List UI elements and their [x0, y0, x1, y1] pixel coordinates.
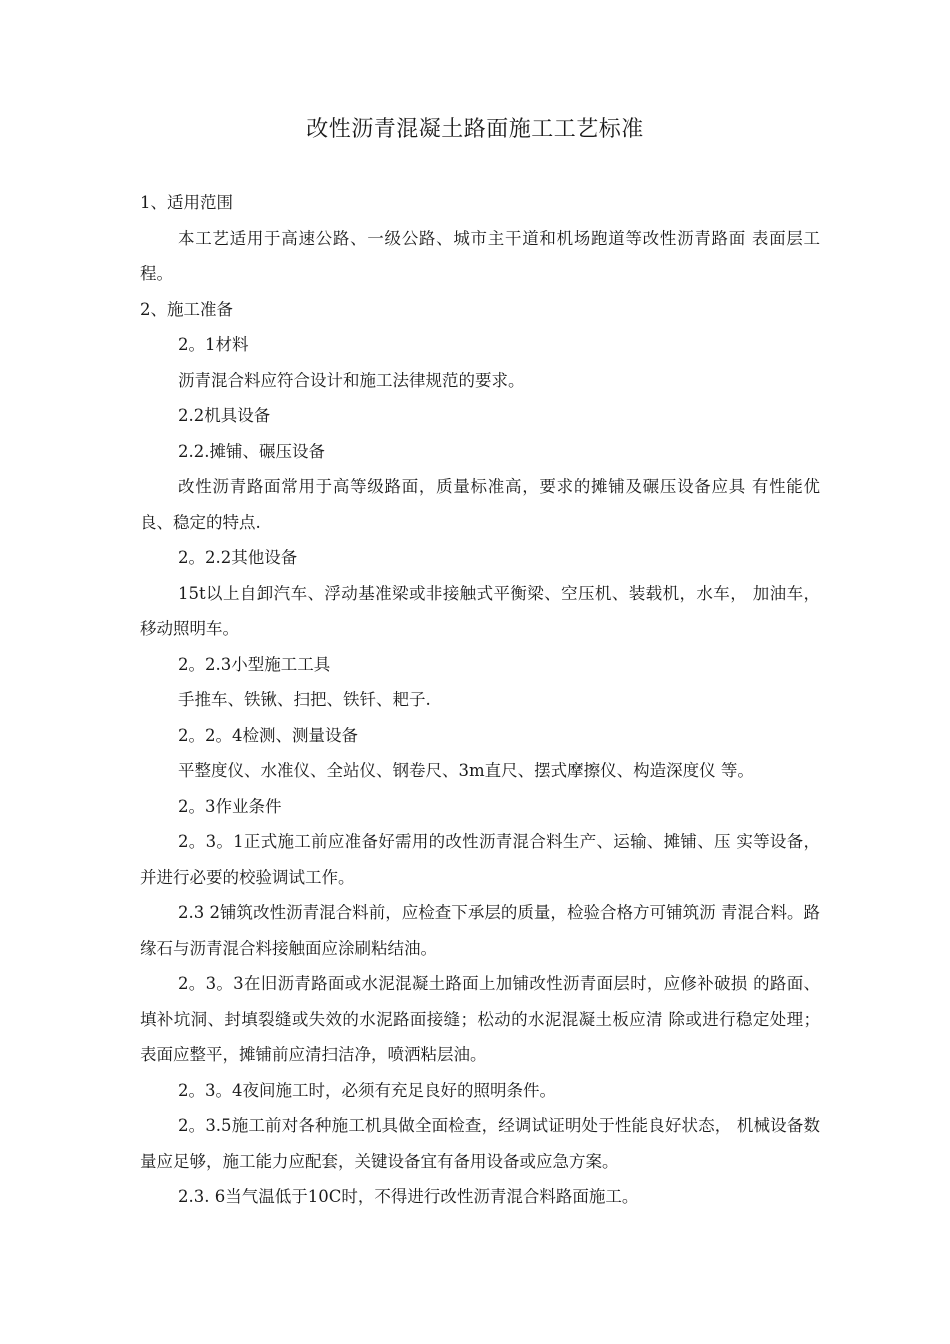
subheading-testing-equipment: 2。2。4检测、测量设备	[178, 725, 358, 745]
paragraph-condition-2: 2.3 2铺筑改性沥青混合料前，应检查下承层的质量，检验合格方可铺筑沥 青混合料。路缘石与沥青混合料接触面应涂刷粘结油。	[140, 903, 820, 958]
paragraph-condition-3: 2。3。3在旧沥青路面或水泥混凝土路面上加铺改性沥青面层时，应修补破损 的路面、填补坑洞、封填裂缝或失效的水泥路面接缝；松动的水泥混凝土板应清 除或进行稳定处理；表面应整平，摊铺前应清扫洁净，喷洒粘层油。	[140, 974, 820, 1064]
paragraph-condition-5: 2。3.5施工前对各种施工机具做全面检查，经调试证明处于性能良好状态， 机械设备数量应足够，施工能力应配套，关键设备宜有备用设备或应急方案。	[140, 1116, 820, 1171]
paragraph-condition-4: 2。3。4夜间施工时，必须有充足良好的照明条件。	[178, 1080, 556, 1100]
subheading-paving-equipment: 2.2.摊铺、碾压设备	[178, 441, 325, 461]
page-title: 改性沥青混凝土路面施工工艺标准	[306, 117, 644, 142]
subheading-equipment: 2.2机具设备	[178, 406, 271, 425]
paragraph-paving-equipment: 改性沥青路面常用于高等级路面，质量标准高，要求的摊铺及碾压设备应具 有性能优良、稳定的特点.	[140, 477, 820, 532]
paragraph-other-equipment: 15t以上自卸汽车、浮动基准梁或非接触式平衡梁、空压机、装载机，水车， 加油车，移动照明车。	[140, 583, 820, 638]
section-heading-preparation: 2、施工准备	[140, 299, 233, 319]
subheading-other-equipment: 2。2.2其他设备	[178, 548, 298, 567]
paragraph-scope-body: 本工艺适用于高速公路、一级公路、城市主干道和机场跑道等改性沥青路面 表面层工程。	[140, 228, 820, 283]
subheading-materials: 2。1材料	[178, 335, 249, 354]
paragraph-materials: 沥青混合料应符合设计和施工法律规范的要求。	[178, 370, 525, 390]
subheading-work-conditions: 2。3作业条件	[178, 796, 282, 816]
paragraph-small-tools: 手推车、铁锹、扫把、铁钎、耙子.	[178, 690, 431, 709]
section-heading-scope: 1、适用范围	[140, 193, 233, 212]
subheading-small-tools: 2。2.3小型施工工具	[178, 654, 331, 674]
document-body	[140, 185, 820, 1215]
paragraph-condition-6: 2.3. 6当气温低于10C时，不得进行改性沥青混合料路面施工。	[178, 1187, 639, 1206]
paragraph-condition-1: 2。3。1正式施工前应准备好需用的改性沥青混合料生产、运输、摊铺、压 实等设备，并进行必要的校验调试工作。	[140, 832, 820, 887]
paragraph-testing-equipment: 平整度仪、水准仪、全站仪、钢卷尺、3m直尺、摆式摩擦仪、构造深度仪 等。	[178, 761, 754, 780]
